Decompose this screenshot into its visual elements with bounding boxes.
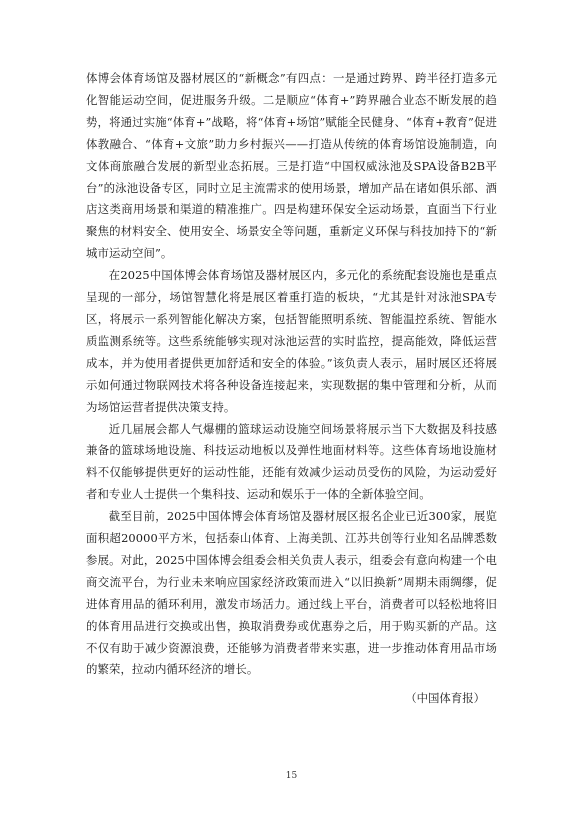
paragraph-2: 在2025中国体博会体育场馆及器材展区内，多元化的系统配套设施也是重点呈现的一部分，场馆智慧化将是展区着重打造的板块，“尤其是针对泳池SPA专区，将展示一系列智能化解决方案，包括智能照明系统、智能温控系统、智能水质监测系统等。这些系统能够实现对泳池运营的实时监控，提高能效，降低运营成本，并为使用者提供更加舒适和安全的体验。”该负责人表示，届时展区还将展示如何通过物联网技术将各种设备连接起来，实现数据的集中管理和分析，从而为场馆运营者提供决策支持。	[86, 268, 497, 414]
paragraph-3: 近几届展会都人气爆棚的篮球运动设施空间场景将展示当下大数据及科技感兼备的篮球场地设施、科技运动地板以及弹性地面材料等。这些体育场地设施材料不仅能够提供更好的运动性能，还能有效减少运动员受伤的风险，为运动爱好者和专业人士提供一个集科技、运动和娱乐于一体的全新体验空间。	[86, 421, 497, 502]
paragraph-1: 体博会体育场馆及器材展区的“新概念”有四点：一是通过跨界、跨半径打造多元化智能运动空间，促进服务升级。二是顺应“体育+”跨界融合业态不断发展的趋势，将通过实施“体育+”战略，将“体育+场馆”赋能全民健身、“体育+教育”促进体教融合、“体育+文旅”助力乡村振兴——打造从传统的体育场馆设施制造，向文体商旅融合发展的新型业态拓展。三是打造“中国权威泳池及SPA设备B2B平台”的泳池设备专区，同时立足主流需求的使用场景，增加产品在诸如俱乐部、酒店这类商用场景和渠道的精准推广。四是构建环保安全运动场景，直面当下行业聚焦的材料安全、使用安全、场景安全等问题，重新定义环保与科技加持下的“新城市运动空间”。	[86, 71, 497, 261]
article-source: （中国体育报）	[405, 691, 485, 706]
paragraph-4: 截至目前，2025中国体博会体育场馆及器材展区报名企业已近300家，展览面积超20000平方米，包括泰山体育、上海美凯、江苏共创等行业知名品牌悉数参展。对此，2025中国体博会组委会相关负责人表示，组委会有意向构建一个电商交流平台，为行业未来响应国家经济政策而进入“以旧换新”周期未雨绸缪，促进体育用品的循环利用，激发市场活力。通过线上平台，消费者可以轻松地将旧的体育用品进行交换或出售，换取消费券或优惠券之后，用于购买新的产品。这不仅有助于减少资源浪费，还能够为消费者带来实惠，进一步推动体育用品市场的繁荣，拉动内循环经济的增长。	[86, 509, 497, 677]
page-number: 15	[285, 771, 298, 781]
